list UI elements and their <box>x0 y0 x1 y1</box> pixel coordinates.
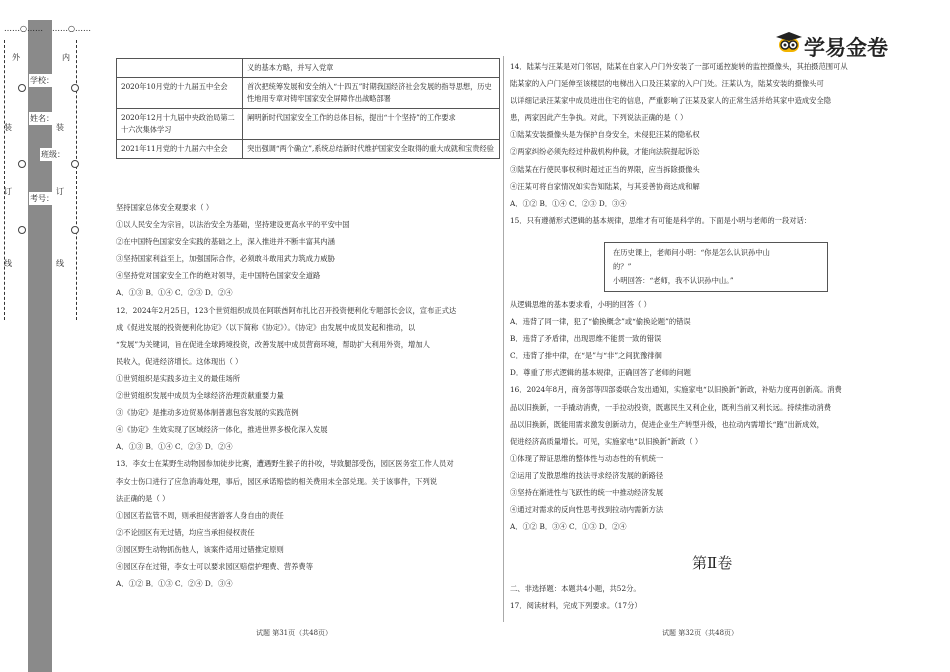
section-title: 第Ⅱ卷 <box>692 554 733 572</box>
table-cell-event <box>117 59 243 78</box>
text-line: 13．李女士在某野生动物园参加徒步比赛，遭遇野生猴子的扑咬，导致腿部受伤，园区医务室工作人员对 <box>116 459 454 469</box>
text-line: A．①③ B．①④ C．②③ D．②④ <box>116 288 233 298</box>
text-line: 15．只有遵循形式逻辑的基本规律，思维才有可能是科学的。下面是小明与老师的一段对话： <box>510 215 812 225</box>
right-column-q14-q15 <box>510 58 890 229</box>
footer-left-page: 试题 第31页（共48页） <box>256 629 333 637</box>
binding-outer-top: ……○…… <box>4 24 43 33</box>
binding-ding-inner: 订 <box>56 187 64 196</box>
text-line: 成《促进发展的投资便利化协定》（以下简称《协定》）。《协定》由发展中成员发起和推动，以 <box>116 322 416 332</box>
text-line: 以详细记录汪某家中成员进出住宅的信息，严重影响了汪某及家人的正常生活并给其家中造成安全隐 <box>510 96 832 106</box>
text-line: 16．2024年8月，商务部等四部委联合发出通知，实施家电“以旧换新”新政，补贴力度再创新高。消费 <box>510 385 842 395</box>
binding-inner-top: ……○…… <box>52 24 91 33</box>
binding-inner-line <box>76 40 77 320</box>
text-line: ①世贸组织是实践多边主义的最佳场所 <box>116 373 241 383</box>
table-cell-event: 2020年10月党的十九届五中全会 <box>117 78 243 109</box>
text-line: ②不论园区有无过错，均应当承担侵权责任 <box>116 527 255 537</box>
text-line: 12．2024年2月25日，123个世贸组织成员在阿联酋阿布扎比召开投资便利化专题部长会议，宣布正式达 <box>116 305 457 315</box>
text-line: ④《协定》生效实现了区域经济一体化，推进世界多极化深入发展 <box>116 425 328 435</box>
text-line: 民收入，促进经济增长。这体现出（ ） <box>116 356 243 366</box>
owl-logo-icon <box>776 32 802 56</box>
text-line: ①陆某安装摄像头是为保护自身安全，未侵犯汪某的隐私权 <box>510 130 700 140</box>
binding-xian-outer: 线 <box>4 259 12 268</box>
text-line: A．①② B．①③ C．②④ D．③④ <box>116 579 233 589</box>
dialogue-box <box>604 242 828 292</box>
text-line: 品以旧换新，一手撬动消费，一手拉动投资，既惠民生又利企业，既利当前又利长远。持续推动消费 <box>510 402 832 412</box>
table-row <box>117 59 500 78</box>
binding-hole <box>18 84 26 92</box>
table-cell-event: 2021年11月党的十九届六中全会 <box>117 140 243 159</box>
footer-right-page: 试题 第32页（共48页） <box>662 629 739 637</box>
binding-outer-line <box>4 40 5 320</box>
table-row <box>117 109 500 140</box>
text-line: ④汪某可将自家情况如实告知陆某，与其妥善协商达成和解 <box>510 181 700 191</box>
text-line: C．违背了排中律，在“是”与“非”之间犹豫徘徊 <box>510 351 662 361</box>
text-line: 从逻辑思维的基本要求看，小明的回答（ ） <box>510 300 651 309</box>
text-line: ①以人民安全为宗旨，以法治安全为基础，坚持建设更高水平的平安中国 <box>116 220 350 230</box>
text-line: “发展”为关键词，旨在促进全球跨境投资，改善发展中成员营商环境，帮助扩大利用外资，增加人 <box>116 339 430 349</box>
text-line: ①园区若监管不周，则承担侵害游客人身自由的责任 <box>116 510 284 520</box>
text-line: A．①② B．①④ C．②③ D．③④ <box>510 198 627 208</box>
binding-hole <box>71 226 79 234</box>
table-cell-content: 阐明新时代国家安全工作的总体目标，提出“十个坚持”的工作要求 <box>243 109 500 140</box>
security-timeline-table <box>116 58 500 159</box>
binding-zhuang-outer: 装 <box>4 123 12 132</box>
exam-no-field-label: 考号： <box>30 194 54 203</box>
text-line: ③陆某在行使民事权利时超过正当的界限，应当拆除摄像头 <box>510 164 700 174</box>
binding-zhuang-inner: 装 <box>56 123 64 132</box>
name-field-label: 姓名： <box>30 114 54 123</box>
table-row <box>117 78 500 109</box>
text-line: ①体现了辩证思维的整体性与动态性的有机统一 <box>510 453 664 463</box>
right-column-q15-q16 <box>510 296 890 535</box>
text-line: ③坚持在渐进性与飞跃性的统一中推动经济发展 <box>510 488 664 498</box>
text-line: 促进经济高质量增长。可见，实施家电“以旧换新”新政（ ） <box>510 436 703 446</box>
binding-ding-outer: 订 <box>4 187 12 196</box>
school-field-label: 学校： <box>30 76 54 85</box>
binding-hole <box>18 226 26 234</box>
text-line: 17．阅读材料，完成下列要求。（17分） <box>510 601 642 611</box>
text-line: ③园区野生动物抓伤他人，该案件适用过错推定原则 <box>116 544 284 554</box>
text-line: ④园区存在过错，李女士可以要求园区赔偿护理费、营养费等 <box>116 561 314 571</box>
text-line: 14．陆某与汪某是对门邻居，陆某在自家入户门外安装了一部可遥控旋转的监控摄像头，其拍摄范围可从 <box>510 62 848 71</box>
text-line: ②在中国特色国家安全实践的基础之上，深入推进并不断丰富其内涵 <box>116 237 335 247</box>
right-column-part2 <box>510 580 890 614</box>
text-line: D．尊重了形式逻辑的基本规律，正确回答了老师的问题 <box>510 368 691 378</box>
left-column-questions <box>116 199 496 592</box>
text-line: A．①③ B．①④ C．②③ D．②④ <box>116 442 233 452</box>
text-line: ②两家纠纷必须先经过仲裁机构仲裁，才能向法院提起诉讼 <box>510 147 700 157</box>
table-cell-event: 2020年12月十九届中央政治局第二十六次集体学习 <box>117 109 243 140</box>
text-line: 患，两家因此产生争执。对此，下列说法正确的是（ ） <box>510 113 688 123</box>
text-line: ③坚持国家利益至上，加强国际合作，必须敢斗敢用武力筑成力威胁 <box>116 254 335 264</box>
text-line: 坚持国家总体安全观要求（ ） <box>116 203 214 212</box>
table-cell-content: 突出强调“两个确立”,系统总结新时代维护国家安全取得的重大成就和宝贵经验 <box>243 140 500 159</box>
dialogue-line: 在历史课上，老师问小明：“你是怎么认识孙中山 <box>613 248 770 257</box>
text-line: ②世贸组织发展中成员为全球经济治理贡献重要力量 <box>116 391 284 401</box>
brand-logo-text: 学易金卷 <box>804 36 888 60</box>
binding-hole <box>71 84 79 92</box>
text-line: 二、非选择题：本题共4小题，共52分。 <box>510 584 641 593</box>
binding-xian-inner: 线 <box>56 259 64 268</box>
text-line: 法正确的是（ ） <box>116 493 170 503</box>
binding-hole <box>71 160 79 168</box>
table-row <box>117 140 500 159</box>
text-line: 陆某家的入户门延伸至该楼层的电梯出入口及汪某家的入户门处。汪某认为，陆某安装的摄像头可 <box>510 79 824 89</box>
binding-hole <box>18 160 26 168</box>
text-line: B．违背了矛盾律，出现思维不能贯一致的错误 <box>510 334 662 344</box>
column-divider <box>503 56 504 622</box>
text-line: ③《协定》是推动多边贸易体制普惠包容发展的实践范例 <box>116 408 299 418</box>
text-line: A．违背了同一律，犯了“偷换概念”或“偷换论题”的错误 <box>510 317 691 327</box>
text-line: ④坚持党对国家安全工作的绝对领导，走中国特色国家安全道路 <box>116 271 321 281</box>
text-line: A．①② B．③④ C．①③ D．②④ <box>510 522 627 532</box>
dialogue-line: 的？” <box>613 262 632 271</box>
binding-outer-label: 外 <box>12 53 20 62</box>
text-line: 李女士伤口进行了应急消毒处理，事后，园区承诺赔偿的相关费用未全部兑现。关于该事件，下列说 <box>116 476 438 486</box>
class-field-label: 班级： <box>41 150 65 159</box>
text-line: 品以旧换新，既能用需求激发创新动力，促进企业生产转型升级，也拉动内需增长“跑”出新成效， <box>510 419 824 429</box>
binding-inner-label: 内 <box>62 53 70 62</box>
table-cell-content: 义的基本方略，并写入党章 <box>243 59 500 78</box>
text-line: ②运用了发散思维的技法寻求经济发展的新路径 <box>510 470 664 480</box>
text-line: ④通过对需求的反向性思考找到拉动内需新方法 <box>510 505 664 515</box>
dialogue-line: 小明回答：“老师，我不认识孙中山。” <box>613 276 734 285</box>
table-cell-content: 首次把统筹发展和安全纳入“十四五”时期我国经济社会发展的指导思想，历史性地用专章对铸牢国家安全屏障作出战略部署 <box>243 78 500 109</box>
